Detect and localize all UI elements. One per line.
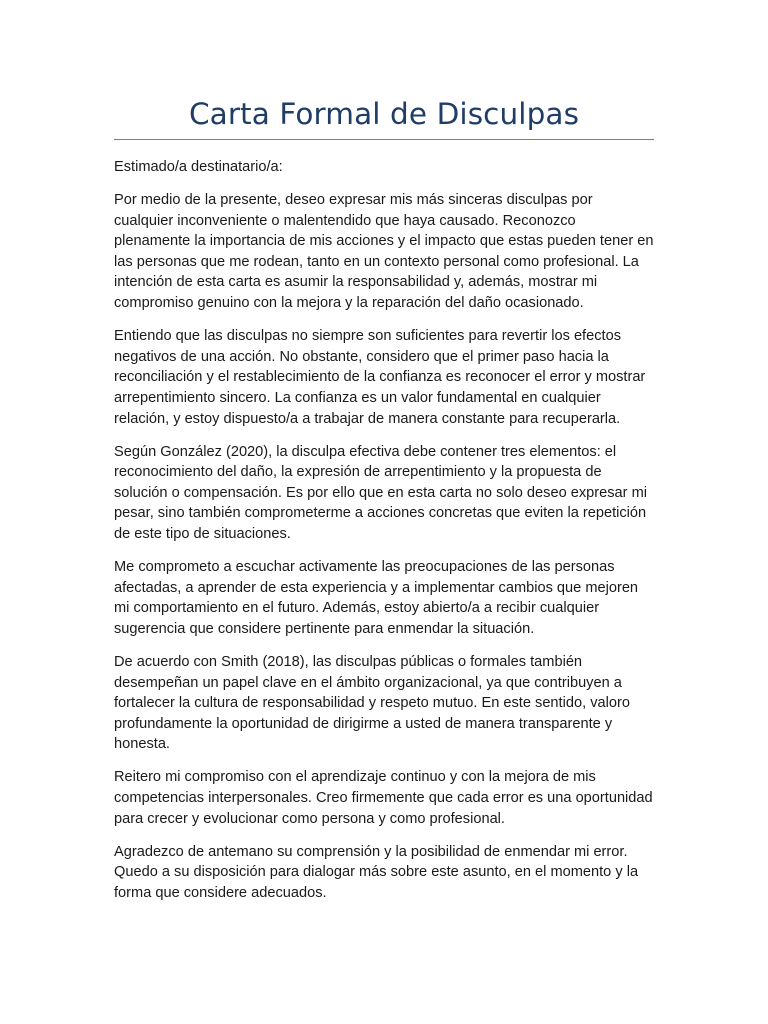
paragraph-2: Entiendo que las disculpas no siempre son suficientes para revertir los efectos negativos de una acción. No obstante, considero que el primer paso hacia la reconciliación y el restablecimiento de la confianza es reconocer el error y mostrar arrepentimiento sincero. La confianza es un valor fundamental en cualquier relación, y estoy dispuesto/a a trabajar de manera constante para recuperarla. [114, 328, 646, 427]
document-title: Carta Formal de Disculpas [188, 97, 580, 131]
paragraph-7: Agradezco de antemano su comprensión y la posibilidad de enmendar mi error. Quedo a su disposición para dialogar más sobre este asunto, en el momento y la forma que considere adecuados. [114, 843, 639, 901]
paragraph-3: Según González (2020), la disculpa efectiva debe contener tres elementos: el reconocimiento del daño, la expresión de arrepentimiento y la propuesta de solución o compensación. Es por ello que en esta carta no solo deseo expresar mi pesar, sino también comprometerme a acciones concretas que eviten la repetición de este tipo de situaciones. [114, 443, 647, 542]
paragraph-1: Por medio de la presente, deseo expresar mis más sinceras disculpas por cualquier inconveniente o malentendido que haya causado. Reconozco plenamente la importancia de mis acciones y el impacto que estas pueden tener en las personas que me rodean, tanto en un contexto personal como profesional. La intención de esta carta es asumir la responsabilidad y, además, mostrar mi compromiso genuino con la mejora y la reparación del daño ocasionado. [114, 192, 654, 312]
paragraph-6: Reitero mi compromiso con el aprendizaje continuo y con la mejora de mis competencias interpersonales. Creo firmemente que cada error es una oportunidad para crecer y evolucionar como persona y como profesional. [114, 769, 653, 827]
paragraph-5: De acuerdo con Smith (2018), las disculpas públicas o formales también desempeñan un papel clave en el ámbito organizacional, ya que contribuyen a fortalecer la cultura de responsabilidad y respeto mutuo. En este sentido, valoro profundamente la oportunidad de dirigirme a usted de manera transparente y honesta. [114, 653, 630, 753]
paragraph-4: Me comprometo a escuchar activamente las preocupaciones de las personas afectadas, a aprender de esta experiencia y a implementar cambios que mejoren mi comportamiento en el futuro. Además, estoy abierto/a a recibir cualquier sugerencia que considere pertinente para enmendar la situación. [114, 559, 639, 637]
title-underline [114, 139, 654, 140]
salutation: Estimado/a destinatario/a: [114, 159, 283, 175]
